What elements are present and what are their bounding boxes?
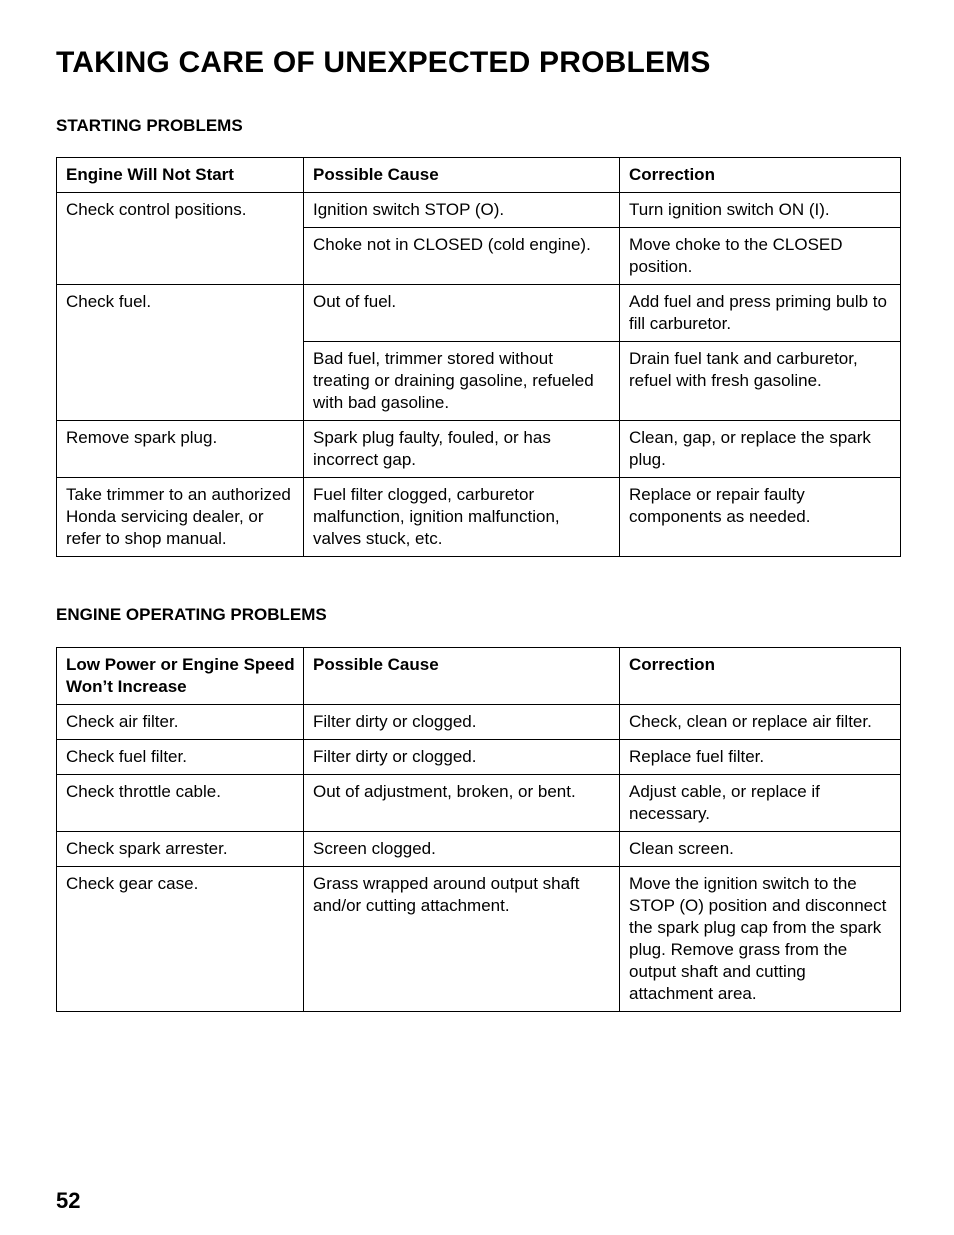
column-header: Correction xyxy=(620,648,901,705)
check-cell: Remove spark plug. xyxy=(57,421,304,478)
correction-cell: Replace or repair faulty components as needed. xyxy=(620,478,901,557)
table-row xyxy=(57,867,901,1012)
column-header: Possible Cause xyxy=(304,648,620,705)
cause-cell: Choke not in CLOSED (cold engine). xyxy=(304,228,620,285)
column-header: Low Power or Engine Speed Won’t Increase xyxy=(57,648,304,705)
engine-operating-problems-table xyxy=(56,647,901,1012)
correction-cell: Replace fuel filter. xyxy=(620,740,901,775)
cause-cell: Out of fuel. xyxy=(304,285,620,342)
starting-problems-table xyxy=(56,157,901,557)
table-row xyxy=(57,285,901,342)
check-cell: Check fuel. xyxy=(57,285,304,421)
page-number: 52 xyxy=(56,1188,81,1213)
correction-cell: Drain fuel tank and carburetor, refuel with fresh gasoline. xyxy=(620,342,901,421)
engine-operating-problems-heading: ENGINE OPERATING PROBLEMS xyxy=(56,605,327,624)
page-title: TAKING CARE OF UNEXPECTED PROBLEMS xyxy=(56,46,711,79)
cause-cell: Screen clogged. xyxy=(304,832,620,867)
column-header: Possible Cause xyxy=(304,158,620,193)
table-row xyxy=(57,478,901,557)
correction-cell: Move the ignition switch to the STOP (O) position and disconnect the spark plug cap from the spark plug. Remove grass from the output shaft and cutting attachment area. xyxy=(620,867,901,1012)
cause-cell: Filter dirty or clogged. xyxy=(304,740,620,775)
table-row xyxy=(57,421,901,478)
check-cell: Check air filter. xyxy=(57,705,304,740)
check-cell: Check fuel filter. xyxy=(57,740,304,775)
check-cell: Check throttle cable. xyxy=(57,775,304,832)
cause-cell: Grass wrapped around output shaft and/or cutting attachment. xyxy=(304,867,620,1012)
correction-cell: Check, clean or replace air filter. xyxy=(620,705,901,740)
table-row xyxy=(57,193,901,228)
correction-cell: Clean, gap, or replace the spark plug. xyxy=(620,421,901,478)
cause-cell: Spark plug faulty, fouled, or has incorrect gap. xyxy=(304,421,620,478)
cause-cell: Fuel filter clogged, carburetor malfunction, ignition malfunction, valves stuck, etc. xyxy=(304,478,620,557)
starting-problems-heading: STARTING PROBLEMS xyxy=(56,116,243,135)
check-cell: Check spark arrester. xyxy=(57,832,304,867)
cause-cell: Ignition switch STOP (O). xyxy=(304,193,620,228)
table-row xyxy=(57,832,901,867)
table-header-row xyxy=(57,648,901,705)
correction-cell: Clean screen. xyxy=(620,832,901,867)
column-header: Engine Will Not Start xyxy=(57,158,304,193)
column-header: Correction xyxy=(620,158,901,193)
cause-cell: Bad fuel, trimmer stored without treating or draining gasoline, refueled with bad gasoline. xyxy=(304,342,620,421)
table-row xyxy=(57,775,901,832)
check-cell: Take trimmer to an authorized Honda servicing dealer, or refer to shop manual. xyxy=(57,478,304,557)
correction-cell: Adjust cable, or replace if necessary. xyxy=(620,775,901,832)
table-row xyxy=(57,740,901,775)
cause-cell: Out of adjustment, broken, or bent. xyxy=(304,775,620,832)
table-row xyxy=(57,705,901,740)
correction-cell: Add fuel and press priming bulb to fill carburetor. xyxy=(620,285,901,342)
check-cell: Check control positions. xyxy=(57,193,304,285)
correction-cell: Move choke to the CLOSED position. xyxy=(620,228,901,285)
correction-cell: Turn ignition switch ON (I). xyxy=(620,193,901,228)
check-cell: Check gear case. xyxy=(57,867,304,1012)
cause-cell: Filter dirty or clogged. xyxy=(304,705,620,740)
table-header-row xyxy=(57,158,901,193)
